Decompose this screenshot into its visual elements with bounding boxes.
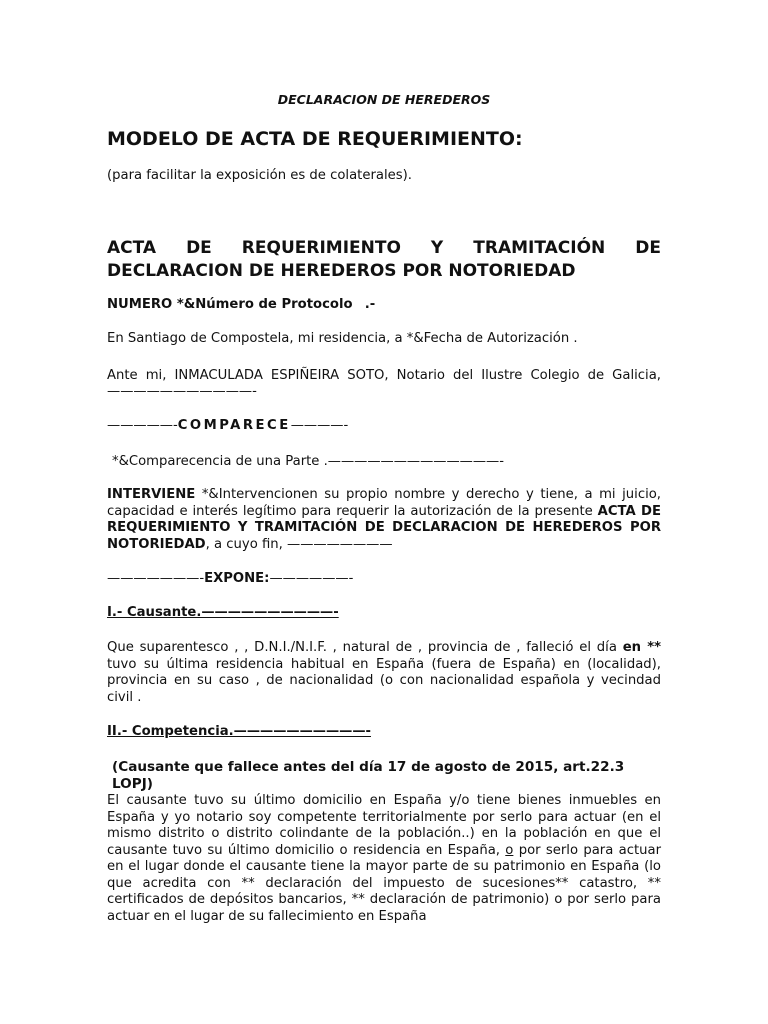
model-heading: MODELO DE ACTA DE REQUERIMIENTO: [107, 128, 523, 150]
causante-paragraph [107, 640, 661, 706]
numero-tail: .- [364, 297, 376, 312]
comparece-word: COMPARECE [177, 418, 291, 433]
note-text: (para facilitar la exposición es de colaterales). [107, 168, 412, 183]
interviene-label: INTERVIENE [107, 487, 196, 502]
causante-text-3: tuvo su última residencia habitual en España (fuera de España) en (localidad), provincia en su caso , de nacionalidad (o con nacionalidad española y vecindad civil . [107, 656, 661, 705]
acta-heading-line2: DECLARACION DE HEREDEROS POR NOTORIEDAD [107, 261, 576, 281]
comparecencia-line: *&Comparecencia de una Parte .—————————————- [112, 454, 504, 469]
interviene-paragraph [107, 487, 661, 553]
comparece-line [107, 418, 661, 435]
competencia-paragraph [107, 793, 661, 925]
expone-line [107, 571, 661, 588]
expone-dashes-left: ———————- [107, 571, 205, 586]
interviene-act-name: ACTA DE REQUERIMIENTO Y TRAMITACIÓN DE DECLARACION DE HEREDEROS POR NOTORIEDAD [107, 503, 661, 552]
causante-text-2: , , D.N.I./N.I.F. , natural de , provincia de , falleció el día [234, 640, 623, 655]
document-title: DECLARACION DE HEREDEROS [277, 92, 491, 107]
causante-heading: I.- Causante.——————————- [107, 605, 339, 620]
competencia-text-2: por serlo para actuar en el lugar donde el causante tiene la mayor parte de su patrimonio en España (lo que acredita con ** declaración del impuesto de sucesiones** catastro, ** certificados de depósitos bancarios, ** declaración de patrimonio) o por serlo para actuar en el lugar de su fallecimiento en España [107, 842, 661, 924]
comparece-dashes-left: —————- [107, 418, 178, 433]
causante-text-1: Que suparentesco [107, 640, 235, 655]
expone-dashes-right: ——————- [269, 571, 354, 586]
causante-en: en ** [622, 640, 662, 655]
competencia-heading: II.- Competencia.——————————- [107, 724, 371, 739]
competencia-subheading: (Causante que fallece antes del día 17 de agosto de 2015, art.22.3 LOPJ) [112, 759, 625, 792]
santiago-line: En Santiago de Compostela, mi residencia, a *&Fecha de Autorización . [107, 331, 578, 346]
numero-line [107, 297, 661, 314]
competencia-o: o [505, 842, 514, 858]
ante-line2: ———————————- [107, 384, 257, 399]
acta-heading-line1: ACTA DE REQUERIMIENTO Y TRAMITACIÓN DE [107, 238, 661, 258]
interviene-text: *&Intervencionen su propio nombre y derecho y tiene, a mi juicio, capacidad e interés legítimo para requerir la autorización de la presente [107, 487, 661, 519]
competencia-text-1: El causante tuvo su último domicilio en España y/o tiene bienes inmuebles en España y yo notario soy competente territorialmente por serlo para actuar (en el mismo distrito o distrito colindante de la población..) en la población en que el causante tuvo su último domicilio o residencia en España, [107, 793, 661, 858]
numero-label: NUMERO *&Número de Protocolo [107, 297, 353, 312]
interviene-tail: , a cuyo fin, ———————— [205, 536, 393, 552]
expone-word: EXPONE: [204, 571, 270, 586]
ante-line1: Ante mi, INMACULADA ESPIÑEIRA SOTO, Notario del Ilustre Colegio de Galicia, [107, 368, 661, 383]
comparece-dashes-right: ————- [290, 418, 349, 433]
